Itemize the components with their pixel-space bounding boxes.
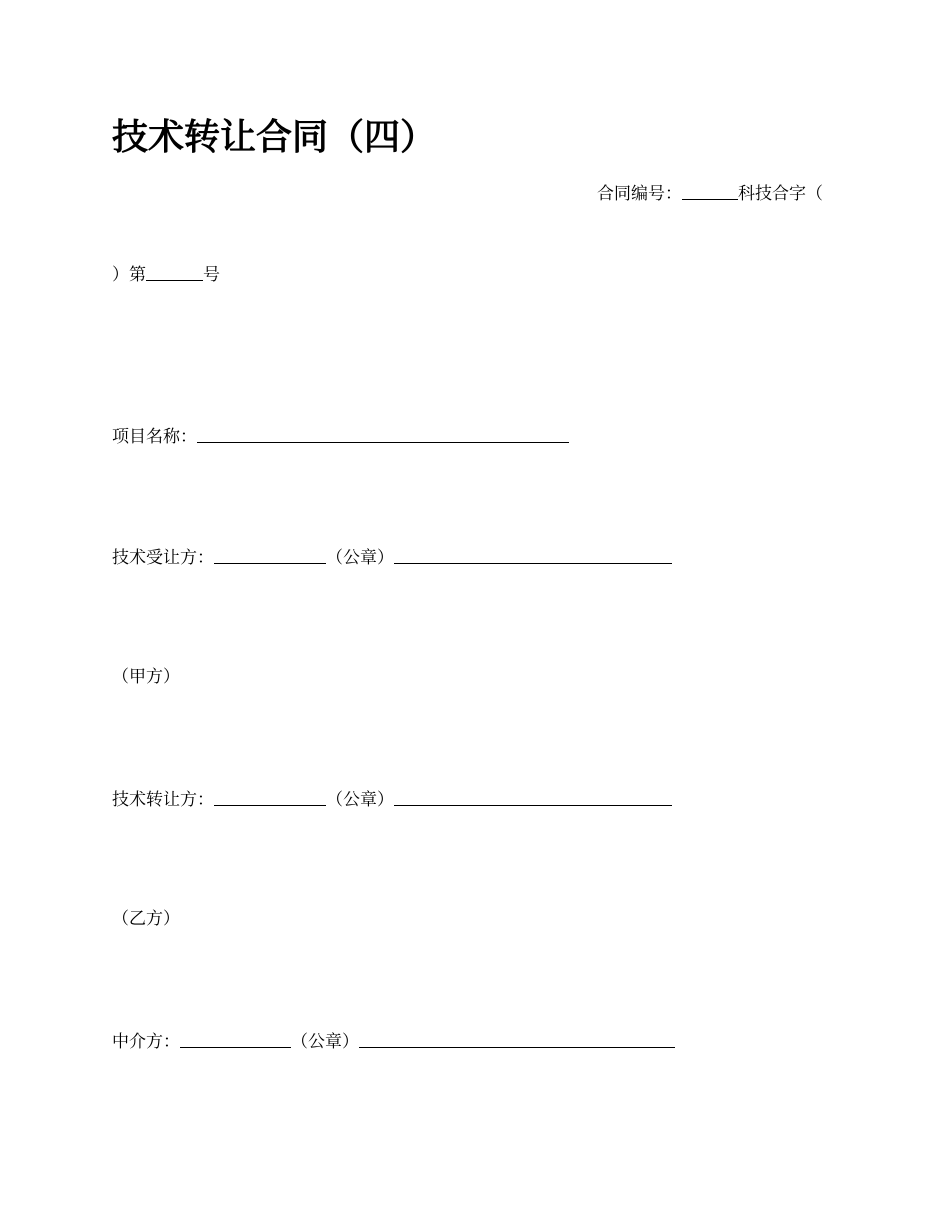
transferor-name-blank[interactable] bbox=[214, 787, 326, 806]
party-b-line bbox=[112, 907, 180, 931]
contract-number-mid: 科技合字（ bbox=[738, 184, 823, 204]
transferee-seal: （公章） bbox=[326, 548, 394, 568]
party-a-line bbox=[112, 665, 180, 689]
intermediary-label: 中介方： bbox=[112, 1032, 180, 1052]
transferee-name-blank[interactable] bbox=[214, 545, 326, 564]
project-name-label: 项目名称： bbox=[112, 427, 197, 447]
contract-number-label: 合同编号： bbox=[597, 184, 682, 204]
transferee-label: 技术受让方： bbox=[112, 548, 214, 568]
transferor-label: 技术转让方： bbox=[112, 790, 214, 810]
document-title: 技术转让合同（四） bbox=[112, 116, 437, 158]
intermediary-extra-blank[interactable] bbox=[359, 1029, 675, 1048]
intermediary-name-blank[interactable] bbox=[180, 1029, 291, 1048]
transferor-extra-blank[interactable] bbox=[394, 787, 672, 806]
transferee-extra-blank[interactable] bbox=[394, 545, 672, 564]
transferee-line bbox=[112, 544, 672, 570]
project-name-blank[interactable] bbox=[197, 424, 569, 443]
contract-number-continuation bbox=[112, 261, 220, 287]
contract-number-line bbox=[597, 180, 823, 206]
party-b-label: （乙方） bbox=[112, 909, 180, 929]
intermediary-seal: （公章） bbox=[291, 1032, 359, 1052]
contract-number-blank-1[interactable] bbox=[682, 181, 738, 200]
transferor-seal: （公章） bbox=[326, 790, 394, 810]
intermediary-line bbox=[112, 1028, 675, 1054]
contract-number-suffix: 号 bbox=[203, 265, 220, 285]
contract-number-prefix: ）第 bbox=[112, 265, 146, 285]
contract-number-blank-2[interactable] bbox=[146, 262, 203, 281]
project-name-line bbox=[112, 423, 569, 449]
party-a-label: （甲方） bbox=[112, 667, 180, 687]
transferor-line bbox=[112, 786, 672, 812]
